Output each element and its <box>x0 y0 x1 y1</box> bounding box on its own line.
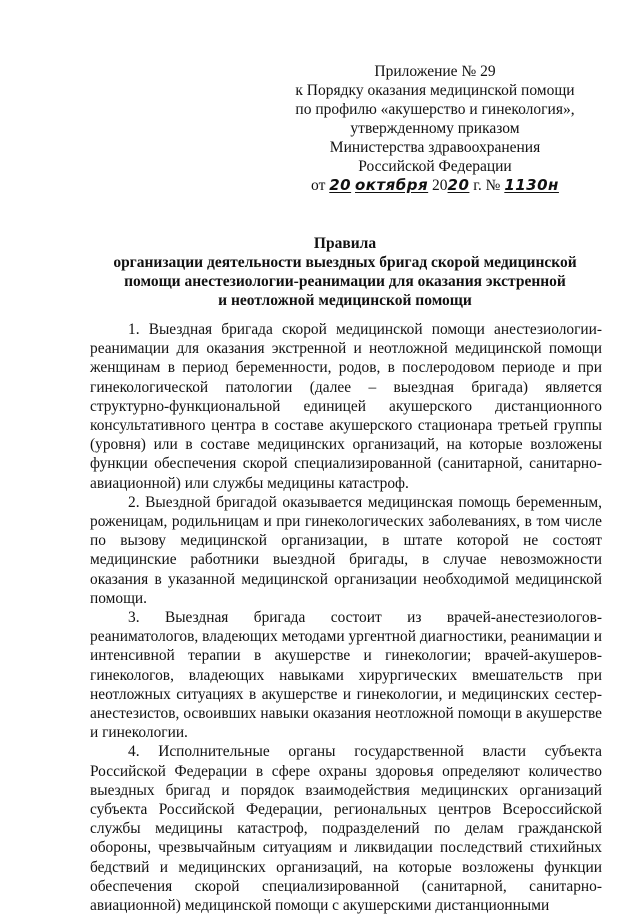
document-body <box>90 320 602 915</box>
title-word: Правила <box>313 235 377 252</box>
appendix-header <box>290 62 580 195</box>
title-line-3: помощи анестезиологии-реанимации для оказания экстренной <box>124 273 566 290</box>
title-line-2: организации деятельности выездных бригад скорой медицинской <box>113 254 577 271</box>
handwritten-month: октября <box>355 176 429 194</box>
paragraph-3: 3. Выездная бригада состоит из врачей-анестезиологов-реаниматологов, владеющих методами ургентной диагностики, реанимации и интенсивной терапии в акушерстве и гинекологии; врачей-акушеров-гинекологов, владеющих навыками хирургических вмешательств при неотложных ситуациях в акушерстве и гинекологии, и медицинских сестер-анестезистов, освоивших навыки оказания неотложной помощи в акушерстве и гинекологии. <box>90 609 602 742</box>
appendix-order-ref: к Порядку оказания медицинской помощи <box>295 82 575 99</box>
appendix-approved: утвержденному приказом <box>350 120 520 137</box>
handwritten-day: 20 <box>329 176 352 194</box>
appendix-profile: по профилю «акушерство и гинекология», <box>295 101 575 118</box>
appendix-number: Приложение № 29 <box>374 63 496 80</box>
paragraph-4: 4. Исполнительные органы государственной власти субъекта Российской Федерации в сфере охраны здоровья определяют количество выездных бригад и порядок взаимодействия медицинских организаций субъекта Российской Федерации, региональных центров Всероссийской службы медицины катастроф, подразделений по делам гражданской обороны, чрезвычайным ситуациям и ликвидации последствий стихийных бедствий и медицинских организаций, на которые возложены функции обеспечения скорой специализированной (санитарной, санитарно-авиационной) медицинской помощи с акушерскими дистанционными <box>90 743 602 915</box>
appendix-ministry: Министерства здравоохранения <box>329 139 541 156</box>
document-title <box>100 234 590 310</box>
year-prefix: 20 <box>432 177 448 194</box>
handwritten-year: 20 <box>447 176 470 194</box>
date-prefix: от <box>311 177 326 194</box>
title-line-4: и неотложной медицинской помощи <box>218 292 472 309</box>
number-prefix: г. № <box>473 177 501 194</box>
paragraph-2: 2. Выездной бригадой оказывается медицинская помощь беременным, роженицам, родильницам и при гинекологических заболеваниях, в том числе по вызову медицинской организации, в штате которой не состоят медицинские работники выездной бригады, в случае невозможности оказания в указанной медицинской организации необходимой медицинской помощи. <box>90 493 602 607</box>
handwritten-order-number: 1130н <box>504 176 559 194</box>
order-date-line <box>290 176 580 195</box>
appendix-country: Российской Федерации <box>358 158 512 175</box>
paragraph-1: 1. Выездная бригада скорой медицинской помощи анестезиологии-реанимации для оказания экстренной и неотложной медицинской помощи женщинам в период беременности, родов, в послеродовом периоде и при гинекологической патологии (далее – выездная бригада) является структурно-функциональной единицей акушерского дистанционного консультативного центра в составе акушерского стационара третьей группы (уровня) или в составе медицинских организаций, на которые возложены функции обеспечения скорой специализированной (санитарной, санитарно-авиационной) или службы медицины катастроф. <box>90 321 602 492</box>
